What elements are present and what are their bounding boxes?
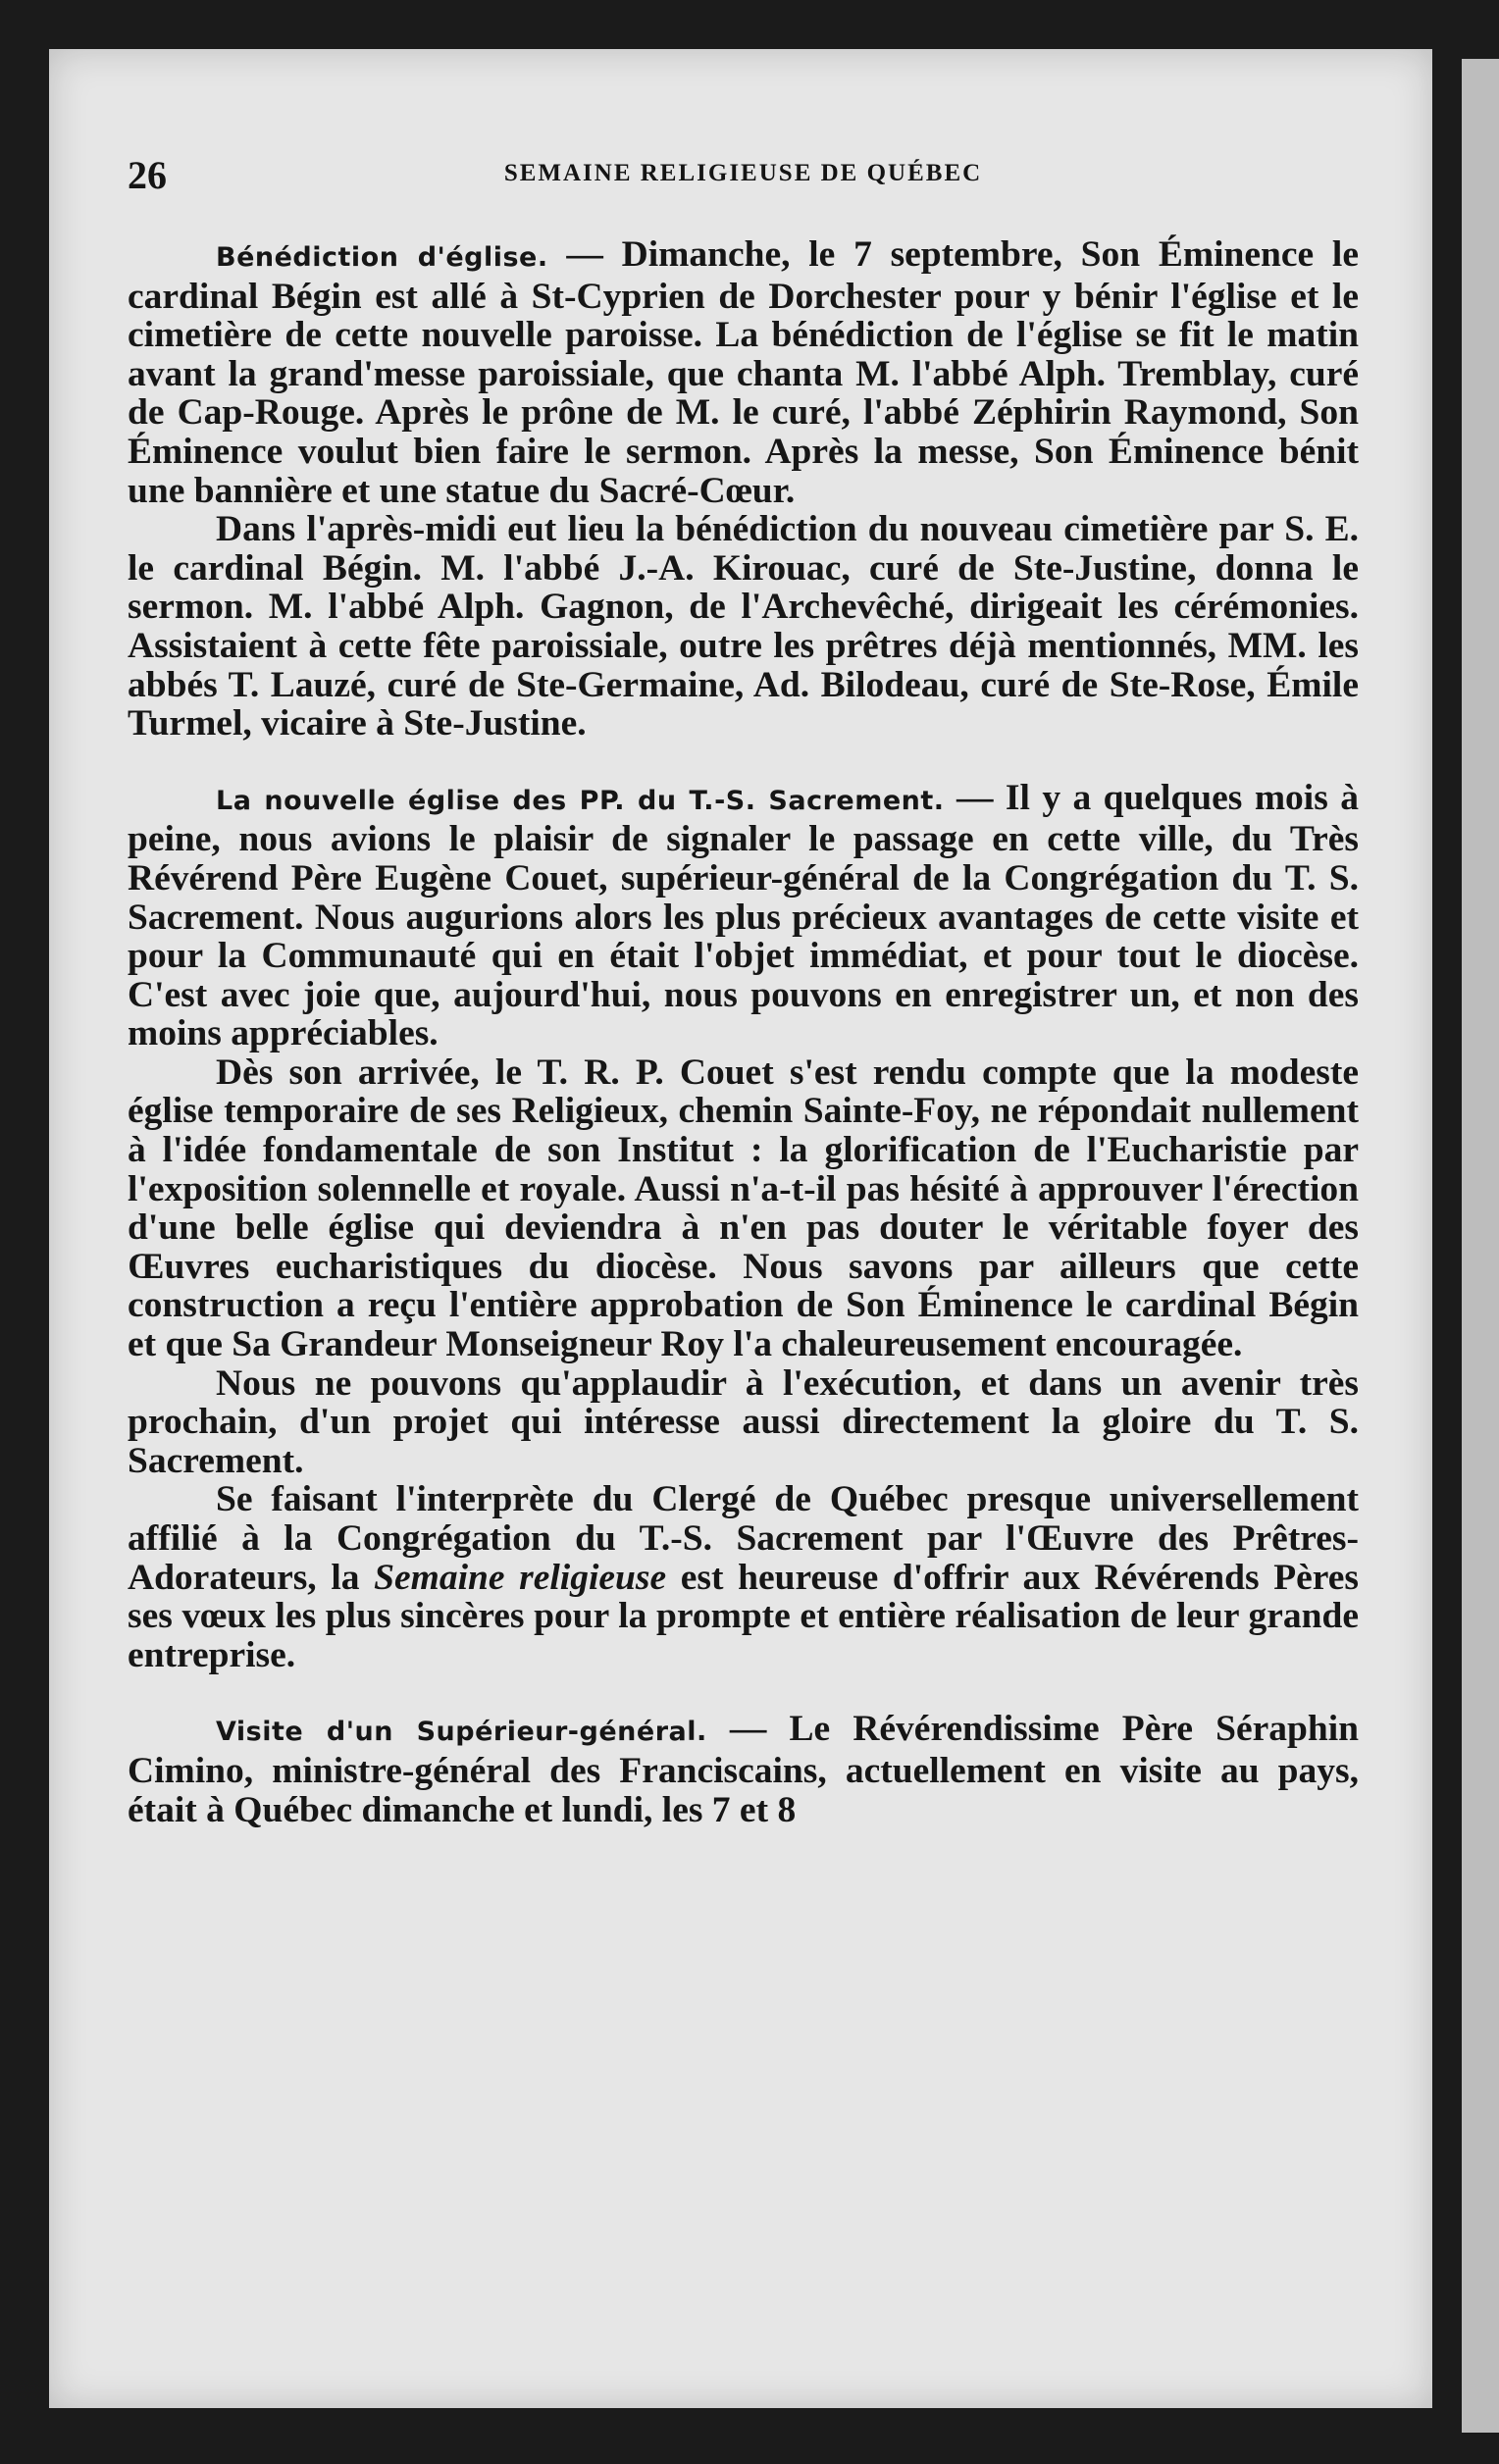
running-head: SEMAINE RELIGIEUSE DE QUÉBEC (503, 160, 983, 186)
paragraph: Dans l'après-midi eut lieu la bénédiction du nouveau cimetière par S. E. le cardinal Bégin. M. l'abbé J.-A. Kirouac, curé de Ste-Justine, donna le sermon. M. l'abbé Alph. Gagnon, de l'Archevêché, dirigeait les cérémonies. Assistaient à cette fête paroissiale, outre les prêtres déjà mentionnés, MM. les abbés T. Lauzé, curé de Ste-Germaine, Ad. Bilodeau, curé de Ste-Rose, Émile Turmel, vicaire à Ste-Justine. (128, 509, 1359, 744)
paragraph: Dès son arrivée, le T. R. P. Couet s'est rendu compte que la modeste église temporaire de ses Religieux, chemin Sainte-Foy, ne répondait nullement à l'idée fondamentale de son Institut : la glorification de l'Eucharistie par l'exposition solennelle et royale. Aussi n'a-t-il pas hésité à approuver l'érection d'une belle église qui deviendra à n'en pas douter le véritable foyer des Œuvres eucharistiques du diocèse. Nous savons par ailleurs que cette construction a reçu l'entière approbation de Son Éminence le cardinal Bégin et que Sa Grandeur Monseigneur Roy l'a chaleureusement encouragée. (128, 1052, 1359, 1365)
page-number: 26 (128, 153, 167, 197)
publication-title: Semaine religieuse (374, 1557, 667, 1598)
paragraph-text: — Le Révérendissime Père Séraphin Cimino, ministre-général des Franciscains, actuellement en visite au pays, était à Québec dimanche et lundi, les 7 et 8 (128, 1709, 1359, 1830)
article-visite-superieur (128, 1710, 1359, 1829)
article-title: Visite d'un Supérieur-général. (216, 1717, 707, 1748)
paragraph (128, 1710, 1359, 1829)
paragraph-text: est heureuse d'offrir aux Révérends Pères ses vœux les plus sincères pour la prompte et entière réalisation de leur grande entreprise. (128, 1557, 1359, 1675)
article-title: La nouvelle église des PP. du T.-S. Sacrement. (216, 785, 945, 816)
paragraph (128, 1480, 1359, 1674)
page-body (128, 235, 1359, 1829)
paragraph-text: — Il y a quelques mois à peine, nous avions le plaisir de signaler le passage en cette ville, du Très Révérend Père Eugène Couet, supérieur-général de la Congrégation du T. S. Sacrement. Nous augurions alors les plus précieux avantages de cette visite et pour la Communauté qui en était l'objet immédiat, et pour tout le diocèse. C'est avec joie que, aujourd'hui, nous pouvons en enregistrer un, et non des moins appréciables. (128, 777, 1359, 1054)
paragraph (128, 235, 1359, 510)
paragraph-text: Se faisant l'interprète du Clergé de Québec presque universellement affilié à la Congrégation du T.-S. Sacrement par l'Œuvre des Prêtres-Adorateurs, la (128, 1479, 1359, 1598)
page-header (128, 152, 1359, 211)
adjacent-page-edge (1462, 59, 1499, 2433)
paragraph: Nous ne pouvons qu'applaudir à l'exécution, et dans un avenir très prochain, d'un projet qui intéresse aussi directement la gloire du T. S. Sacrement. (128, 1362, 1359, 1481)
paragraph-text: — Dimanche, le 7 septembre, Son Éminence le cardinal Bégin est allé à St-Cyprien de Dorchester pour y bénir l'église et le cimetière de cette nouvelle paroisse. La bénédiction de l'église se fit le matin avant la grand'messe paroissiale, que chanta M. l'abbé Alph. Tremblay, curé de Cap-Rouge. Après le prône de M. le curé, l'abbé Zéphirin Raymond, Son Éminence voulut bien faire le sermon. Après la messe, Son Éminence bénit une bannière et une statue du Sacré-Cœur. (128, 234, 1359, 511)
article-title: Bénédiction d'église. (216, 242, 548, 273)
article-nouvelle-eglise (128, 779, 1359, 1675)
paragraph (128, 779, 1359, 1053)
article-benediction-eglise (128, 235, 1359, 744)
